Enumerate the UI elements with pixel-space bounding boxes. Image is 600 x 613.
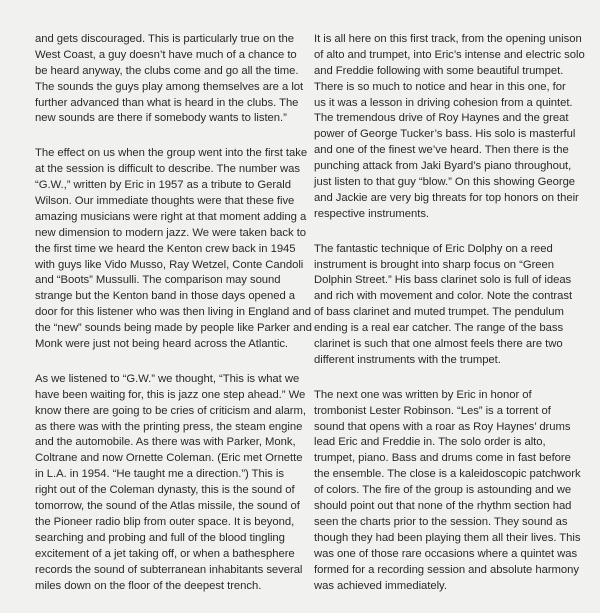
text-line: of alto and trumpet, into Eric’s intense and electric solo [314,48,585,61]
text-line: though they had been playing them all their lives. This [314,531,581,544]
text-line: and “Boots” Mussulli. The comparison may sound [35,274,281,287]
text-line: The fantastic technique of Eric Dolphy on a reed [314,242,553,255]
text-line: clarinet is such that one almost feels there are two [314,338,563,351]
text-line: with guys like Vido Musso, Ray Wetzel, Conte Candoli [35,258,304,271]
text-line: excitement of a jet taking off, or when a bathesphere [35,547,295,560]
text-line: in L.A. in 1954. “He taught me a direction.”) This is [35,468,284,481]
text-line: and the automobile. As there was with Parker, Monk, [35,436,296,449]
paragraph [35,32,307,127]
text-line: sound that opens with a roar as Roy Haynes’ drums [314,420,571,433]
text-line: ending is a real ear catcher. The range of the bass [314,322,564,335]
text-line: The sounds the guys play among themselves are a lot [35,80,304,93]
text-line: have been waiting for, this is jazz one step ahead.” We [35,388,306,401]
text-line: new sounds are there if somebody wants to listen.” [35,112,287,125]
text-line: records the sound of subterranean inhabitants several [35,563,303,576]
text-line: was one of those rare occasions where a quintet was [314,547,578,560]
text-line: was achieved immediately. [314,579,447,592]
paragraph [314,32,586,223]
text-line: formed for a recording session and absolute harmony [314,563,579,576]
text-line: door for this listener who was then living in England and [35,306,311,319]
text-line: seen the charts prior to the session. They sound as [314,515,568,528]
text-line: respective instruments. [314,207,430,220]
text-line: miles down on the floor of the deepest trench. [35,579,262,592]
text-line: The tremendous drive of Roy Haynes and the great [314,112,569,125]
text-line: West Coast, a guy doesn’t have much of a chance to [35,48,297,61]
text-line: tomorrow, the sound of the Atlas missile, the sound of [35,500,300,513]
paragraph [35,146,312,353]
text-line: trombonist Lester Robinson. “Les” is a torrent of [314,404,551,417]
text-line: It is all here on this first track, from the opening unison [314,33,582,45]
text-line: the first time we heard the Kenton crew back in 1945 [35,242,296,255]
text-line: As we listened to “G.W.” we thought, “This is what we [35,372,300,385]
text-line: There is so much to notice and hear in this one, for [314,80,566,93]
text-line: and Jackie are very big threats for top honors on their [314,191,579,204]
text-line: Monk were just not being heard across the Atlantic. [35,338,289,351]
text-line: further advanced than what is heard in the clubs. The [35,96,299,109]
text-line: know there are going to be cries of criticism and alarm, [35,404,306,417]
text-line: power of George Tucker’s bass. His solo is masterful [314,128,576,141]
text-line: Dolphin Street.” His bass clarinet solo is full of ideas [314,274,572,287]
text-line: lead Eric and Freddie in. The solo order is alto, [314,436,546,449]
text-line: us it was a lesson in driving cohesion from a quintet. [314,96,573,109]
text-line: Coltrane and now Ornette Coleman. (Eric met Ornette [35,452,303,465]
text-line: as there was with the printing press, the steam engine [35,420,303,433]
text-line: at the session is difficult to describe. The number was [35,163,300,176]
text-line: different instruments with the trumpet. [314,353,501,366]
paragraph [35,372,307,594]
text-line: searching and probing and full of the blood tingling [35,531,285,544]
text-line: The next one was written by Eric in honor of [314,388,532,401]
left-column [35,32,312,613]
paragraph [314,388,586,595]
paragraph [314,242,586,369]
text-line: punching attack from Jaki Byard’s piano throughout, [314,160,572,173]
text-line: of bass clarinet and muted trumpet. The pendulum [314,306,564,319]
text-line: “G.W.,” written by Eric in 1957 as a tribute to Gerald [35,179,291,192]
text-line: be heard anyway, the clubs come and go all the time. [35,64,299,77]
text-line: of colors. The fire of the group is astounding and we [314,484,572,497]
text-line: right out of the Coleman dynasty, this is the sound of [35,484,295,497]
text-line: Wilson. Our immediate thoughts were that these five [35,195,295,208]
text-line: the ensemble. The close is a kaleidoscopic patchwork [314,468,581,481]
text-line: instrument is brought into sharp focus on “Green [314,258,554,271]
text-line: the “new” sounds being made by people like Parker and [35,322,312,335]
text-line: new dimension to modern jazz. We were taken back to [35,226,307,239]
text-line: the Pioneer radio blip from outer space. It is beyond, [35,515,295,528]
text-line: and Freddie following with some beautiful trumpet. [314,64,564,77]
text-line: just listen to that guy “blow.” On this showing George [314,176,576,189]
text-line: should point out that none of the rhythm section had [314,500,572,513]
text-line: amazing musicians were right at that moment adding a [35,210,307,223]
text-line: and rich with movement and color. Note the contrast [314,290,573,303]
text-line: strange but the Kenton band in those days opened a [35,290,296,303]
text-line: and one of the finest we’ve heard. Then there is the [314,144,569,157]
text-line: and gets discouraged. This is particularly true on the [35,33,294,45]
text-line: trumpet, piano. Bass and drums come in fast before [314,452,571,465]
right-column [314,32,586,613]
text-line: The effect on us when the group went into the first take [35,147,308,160]
